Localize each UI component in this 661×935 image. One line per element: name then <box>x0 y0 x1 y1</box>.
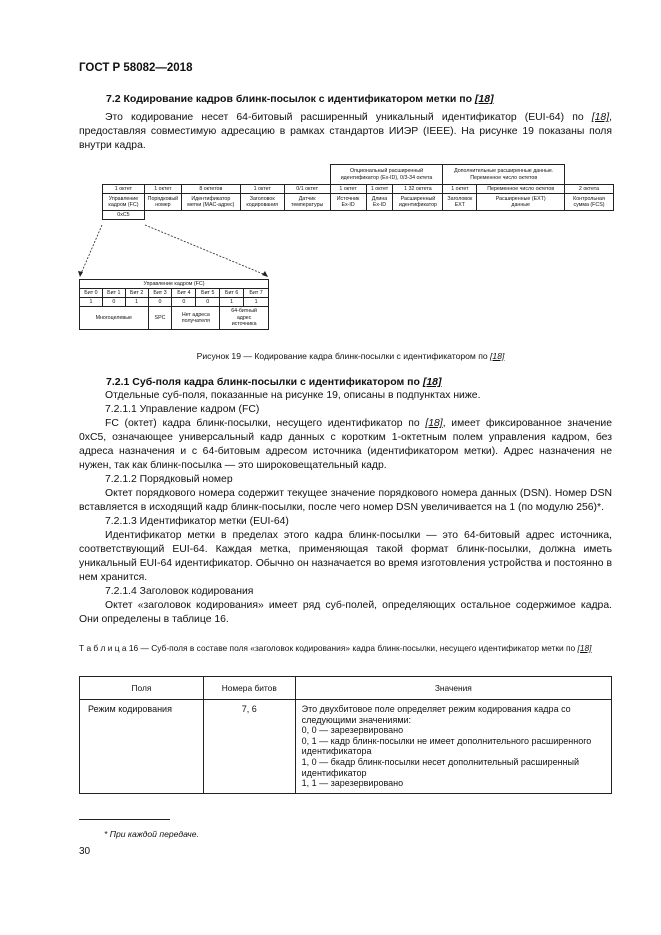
fc-meaning-row: Многоцелевые SPC Нет адреса получателя 64-битный адрес источника <box>80 307 269 330</box>
page-number: 30 <box>79 846 91 857</box>
subsection-7-2-1-1: 7.2.1.1 Управление кадром (FC) <box>105 404 260 415</box>
subsection-7-2-1-3: 7.2.1.3 Идентификатор метки (EUI-64) <box>105 516 289 527</box>
paragraph-fc: FC (октет) кадра блинк-посылки, несущего идентификатор по [18], имеет фиксированное значение 0xC5, означающее универсальный кадр данных с коротким 1-октетным полем управления кадром, без адреса назначения и с 64-битовым адресом источника (идентификатором метки). Адрес назначения не нужен, так как блинк-посылка — это широковещательный кадр. <box>79 418 612 471</box>
ref-link[interactable]: [18] <box>425 418 443 429</box>
section-7-2-paragraph: Это кодирование несет 64-битовый расширенный уникальный идентификатор (EUI-64) по [18], предоставляя совместимую адресацию в рамках стандартов ИИЭР (IEEE). На рисунке 19 показаны поля внутри кадра. <box>79 112 612 151</box>
fc-bits-table <box>79 279 269 330</box>
paragraph-enc-header: Октет «заголовок кодирования» имеет ряд суб-полей, определяющих остальное содержимое кадра. Они определены в таблице 16. <box>79 600 612 625</box>
fc-bits-figure <box>79 279 269 330</box>
field-ext-id: Расширенный идентификатор <box>393 194 443 211</box>
figure-19-caption: Рисунок 19 — Кодирование кадра блинк-посылки с идентификатором по [18] <box>196 351 505 361</box>
field-exid-src: Источник Ex-ID <box>330 194 366 211</box>
footnote-divider <box>79 819 170 820</box>
subsection-7-2-1-4: 7.2.1.4 Заголовок кодирования <box>105 586 254 597</box>
add-ext-data-header: Дополнительные расширенные данные. Переменное число октетов <box>443 165 565 185</box>
section-7-2-title: 7.2 Кодирование кадров блинк-посылок с идентификатором метки по [18] <box>106 93 494 105</box>
table-16-caption: Т а б л и ц а 16 — Суб-поля в составе поля «заголовок кодирования» кадра блинк-посылки, несущего идентификатор метки по [18] <box>79 643 592 653</box>
ref-link[interactable]: [18] <box>591 112 610 123</box>
ref-link[interactable]: [18] <box>422 376 442 388</box>
fc-bits-row: Бит 0 Бит 1 Бит 2 Бит 3 Бит 4 Бит 5 Бит 6 Бит 7 <box>80 289 269 298</box>
table-16 <box>79 676 612 794</box>
field-seq: Порядковый номер <box>144 194 181 211</box>
document-header: ГОСТ Р 58082—2018 <box>79 62 193 74</box>
field-enc-header: Заголовок кодирования <box>240 194 284 211</box>
fc-values-row: 1 0 1 0 0 0 1 1 <box>80 298 269 307</box>
ref-link[interactable]: [18] <box>490 351 505 361</box>
field-fc: Управление кадром (FC) <box>103 194 145 211</box>
section-7-2-1-body: Отдельные суб-поля, показанные на рисунке 19, описаны в подпунктах ниже. 7.2.1.1 Управление кадром (FC) FC (октет) кадра блинк-посылки, несущего идентификатор по [18], имеет фиксированное значение 0xC5, означающее универсальный кадр данных с коротким 1-октетным полем управления кадром, без адреса назначения и с 64-битовым адресом источника (идентификатором метки). Адрес назначения не нужен, так как блинк-посылка — это широковещательный кадр. 7.2.1.2 Порядковый номер Октет порядкового номера содержит текущее значение порядкового номера данных (DSN). Номер DSN вставляется в исходящий кадр блинк-посылки, после чего номер DSN увеличивается на 1 (по модулю 256)*. 7.2.1.3 Идентификатор метки (EUI-64) Идентификатор метки в пределах этого кадра блинк-посылки — это 64-битовый адрес источника, соответствующий EUI-64. Каждая метка, применяющая такой формат блинк-посылки, должна иметь уникальный EUI-64 идентификатор. Обычно он назначается во время изготовления устройства и постоянно в нем хранится. 7.2.1.4 Заголовок кодирования Октет «заголовок кодирования» имеет ряд суб-полей, определяющих остальное содержимое кадра. Они определены в таблице 16. <box>79 390 612 625</box>
footnote: * При каждой передаче. <box>104 829 199 839</box>
ref-link[interactable]: [18] <box>577 643 592 653</box>
field-ext-data: Расширенные (EXT) данные <box>477 194 565 211</box>
field-fcs: Контрольная сумма (FCS) <box>565 194 614 211</box>
section-7-2-1-title: 7.2.1 Суб-поля кадра блинк-посылки с идентификатором по [18] <box>106 376 442 388</box>
fc-value-cell: 0xC5 <box>103 211 145 220</box>
paragraph-tag-id: Идентификатор метки в пределах этого кадра блинк-посылки — это 64-битовый адрес источника, соответствующий EUI-64. Каждая метка, применяющая такой формат блинк-посылки, должна иметь уникальный EUI-64 идентификатор. Обычно он назначается во время изготовления устройства и постоянно в нем хранится. <box>79 530 612 583</box>
opt-ext-id-header: Опциональный расширенный идентификатор (Ex-ID), 0/3-34 октета <box>330 165 443 185</box>
table-16-row: Режим кодирования 7, 6 Это двухбитовое поле определяет режим кодирования кадра со следующими значениями: 0, 0 — зарезервировано 0, 1 — кадр блинк-посылки не имеет дополнительного расширенного идентификатора 1, 0 — бкадр блинк-посылки несет дополнительный расширенный идентификатор 1, 1 — зарезервировано <box>80 700 612 794</box>
fc-title: Управление кадром (FC) <box>80 280 269 289</box>
ref-link[interactable]: [18] <box>474 93 494 105</box>
field-exid-len: Длина Ex-ID <box>366 194 393 211</box>
subsection-7-2-1-2: 7.2.1.2 Порядковый номер <box>105 474 233 485</box>
frame-sizes-row: 1 октет 1 октет 8 октетов 1 октет 0/1 октет 1 октет 1 октет 1 32 октета 1 октет Переменное число октетов 2 октета <box>103 185 614 194</box>
field-temp: Датчик температуры <box>284 194 330 211</box>
field-tag-id: Идентификатор метки (MAC-адрес) <box>181 194 240 211</box>
table-16-header: Поля Номера битов Значения <box>80 677 612 700</box>
field-ext-header: Заголовок EXT <box>443 194 477 211</box>
paragraph-seq: Октет порядкового номера содержит текущее значение порядкового номера данных (DSN). Номер DSN вставляется в исходящий кадр блинк-посылки, после чего номер DSN увеличивается на 1 (по модулю 256)*. <box>79 488 612 513</box>
